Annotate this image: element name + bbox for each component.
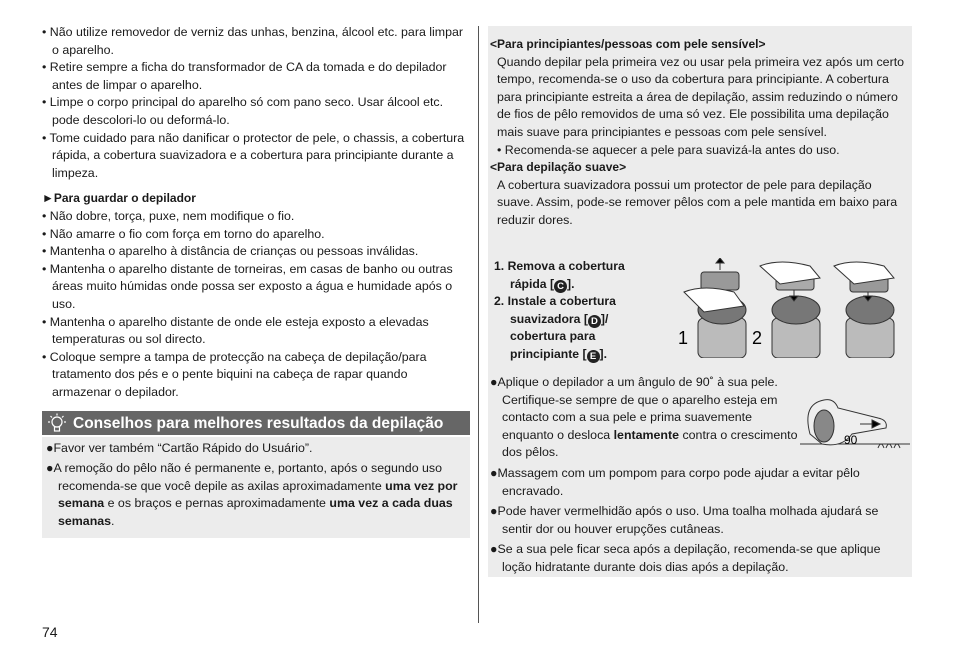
beginners-bullet: • Recomenda-se aquecer a pele para suavizá-la antes do uso. xyxy=(497,142,840,157)
page-number: 74 xyxy=(42,624,58,640)
storage-bullet: • Mantenha o aparelho distante de onde ele esteja exposto a elevadas temperaturas ou sol directo. xyxy=(42,314,429,347)
storage-bullet: • Mantenha o aparelho à distância de crianças ou pessoas inválidas. xyxy=(42,244,419,259)
gentle-text: A cobertura suavizadora possui um protector de pele para depilação suave. Assim, pode-se remover pêlos com a pele mantida em baixo para reduzir dores. xyxy=(497,177,898,227)
step-2: 2. Instale a cobertura suavizadora [ D ]/ cobertura para principiante [ E ]. xyxy=(494,294,616,362)
storage-bullet: • Não amarre o fio com força em torno do aparelho. xyxy=(42,226,325,241)
cover-change-illustration xyxy=(676,258,912,358)
column-divider xyxy=(478,26,479,623)
tips-box xyxy=(42,437,470,538)
cover-c-icon: C xyxy=(554,280,567,293)
lightbulb-icon xyxy=(46,413,68,433)
cleaning-bullet: • Retire sempre a ficha do transformador de CA da tomada e do depilador antes de limpar o aparelho. xyxy=(42,60,447,92)
tips-section-header xyxy=(42,411,470,435)
cover-d-icon: D xyxy=(588,315,601,328)
storage-bullet: • Mantenha o aparelho distante de torneiras, em casas de banho ou outras áreas muito húmidas onde possa ser exposto a água e humidade após o uso. xyxy=(42,261,453,311)
section-title: Conselhos para melhores resultados da depilação xyxy=(73,414,444,432)
storage-heading: ►Para guardar o depilador xyxy=(42,191,196,206)
cleaning-bullet: • Limpe o corpo principal do aparelho só com pano seco. Usar álcool etc. pode descolori-lo ou deformá-lo. xyxy=(42,95,444,127)
left-column xyxy=(42,24,470,538)
cleaning-bullet: • Tome cuidado para não danificar o protector de pele, o chassis, a cobertura rápida, a cobertura suavizadora e a cobertura para principiante durante a limpeza. xyxy=(42,130,465,180)
cleaning-bullet: • Não utilize removedor de verniz das unhas, benzina, álcool etc. para limpar o aparelho. xyxy=(42,25,464,57)
step-1: 1. Remova a cobertura rápida [ C ]. xyxy=(494,259,625,292)
usage-tip: ●Massagem com um pompom para corpo pode ajudar a evitar pêlo encravado. xyxy=(490,465,860,498)
usage-tip: ●Aplique o depilador a um ângulo de 90˚ à sua pele. Certifique-se sempre de que o aparelho esteja em contacto com a sua pele e prima suavemente enquanto o desloca lentamente contra o crescimento dos pêlos. xyxy=(490,375,798,460)
storage-bullet: • Coloque sempre a tampa de protecção na cabeça de depilação/para tratamento dos pés e o pente biquini na cabeça de rapar quando armazenar o depilador. xyxy=(42,349,427,399)
usage-tip: ●Se a sua pele ficar seca após a depilação, recomenda-se que aplique loção hidratante durante dois dias após a depilação. xyxy=(490,542,881,574)
usage-tip: ●Pode haver vermelhidão após o uso. Uma toalha molhada ajudará se sentir dor ou houver erupções cutâneas. xyxy=(490,504,879,536)
beginners-heading: <Para principiantes/pessoas com pele sensível> xyxy=(490,37,766,51)
beginners-text: Quando depilar pela primeira vez ou usar pela primeira vez após um certo tempo, recomenda-se o uso da cobertura para principiante. A cobertura para principiante estreita a área de depilação, assim reduzindo o número de fios de pêlo removidos de uma só vez. Ele possibilita uma depilação mais suave para principiantes e pessoas com pele sensível. xyxy=(497,54,905,139)
tip-item: ●Favor ver também “Cartão Rápido do Usuário”. xyxy=(46,441,313,456)
epilator-illustration xyxy=(676,258,912,358)
figure-label-2: 2 xyxy=(752,328,763,348)
steps-list xyxy=(490,258,650,364)
storage-bullet: • Não dobre, torça, puxe, nem modifique o fio. xyxy=(42,208,295,223)
figure-label-1: 1 xyxy=(678,328,689,348)
angle-label: 90 xyxy=(844,433,858,447)
tip-item: ●A remoção do pêlo não é permanente e, portanto, após o segundo uso recomenda-se que você depile as axilas aproximadamente uma vez por semana e os braços e pernas aproximadamente uma vez a cada duas semanas. xyxy=(46,461,458,528)
cover-e-icon: E xyxy=(587,350,600,363)
right-column xyxy=(488,26,912,577)
gentle-heading: <Para depilação suave> xyxy=(490,160,627,175)
usage-tips xyxy=(490,374,910,580)
